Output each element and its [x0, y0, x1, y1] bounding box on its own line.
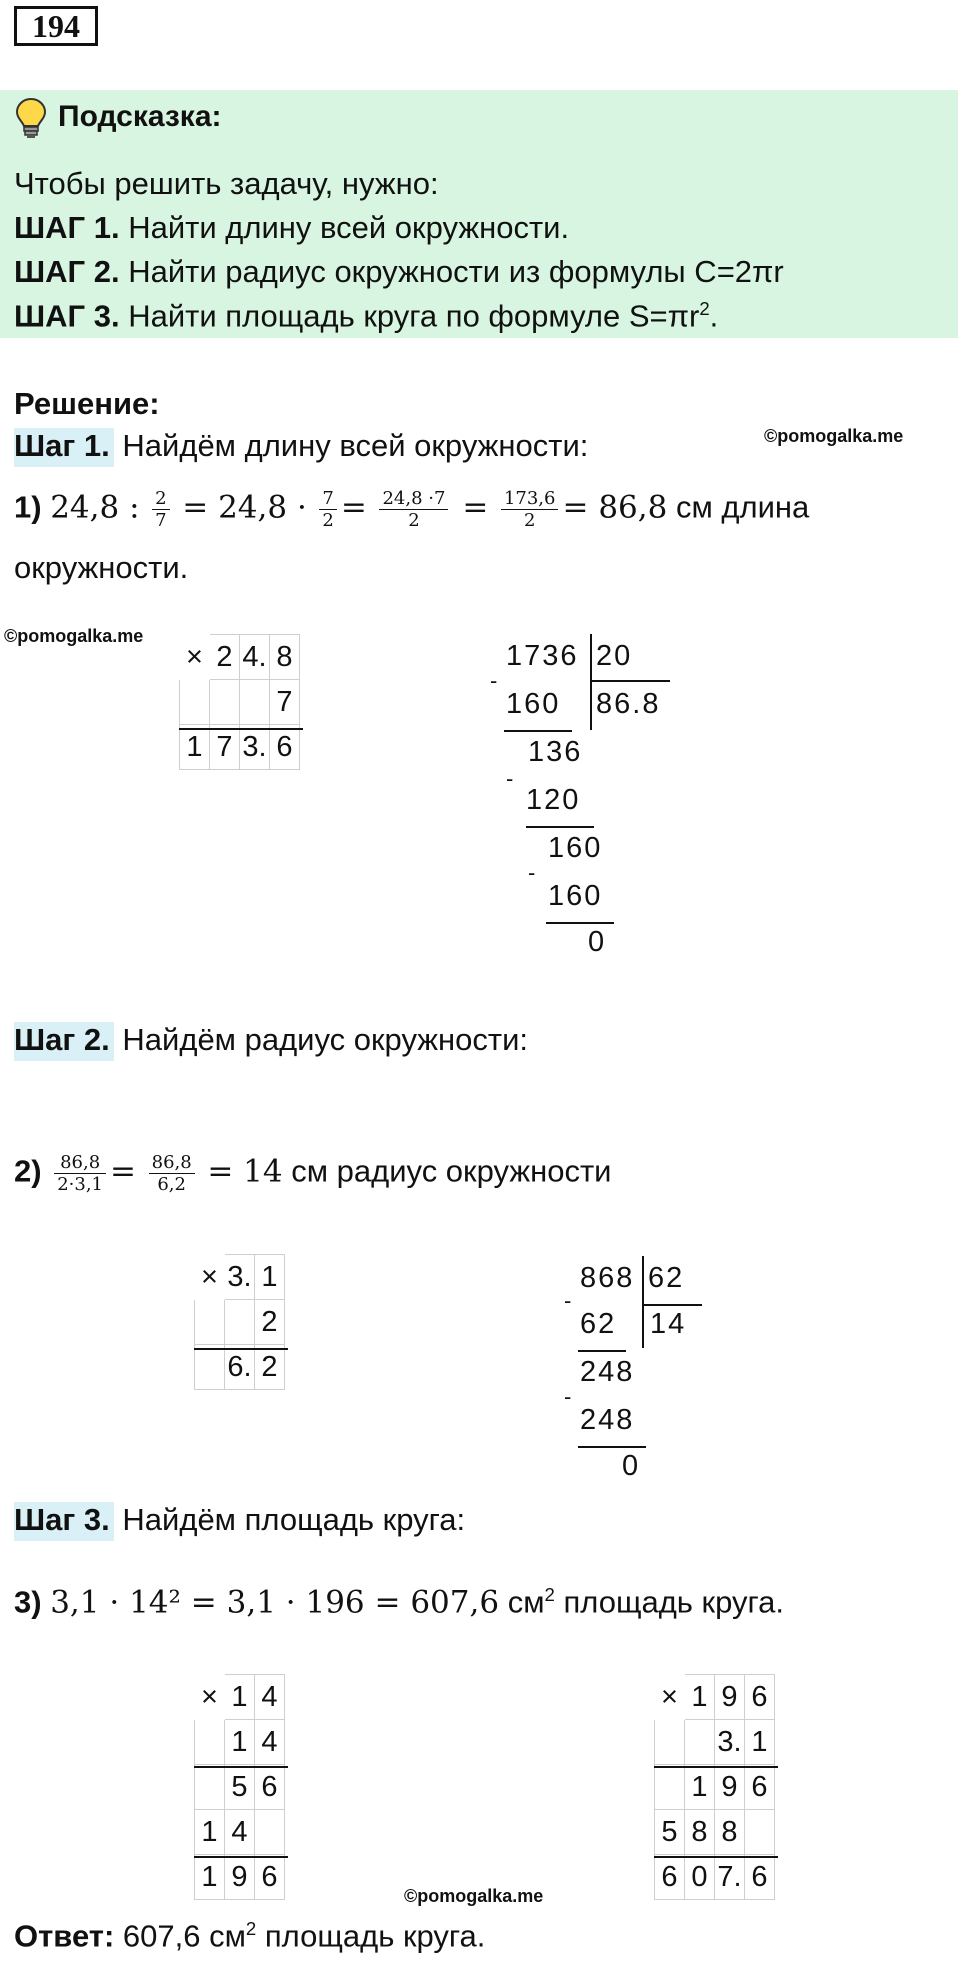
equation-number: 2)	[14, 1153, 42, 1189]
minus-sign: -	[564, 1288, 574, 1313]
hint-title: Подсказка:	[58, 100, 222, 133]
step-tail: см радиус окружности	[291, 1153, 612, 1189]
minus-sign: -	[506, 766, 516, 791]
multiplication-grid: × 1 9 6 3. 1 1 9 6 5 8 8 6 0 7. 6	[654, 1674, 775, 1900]
fraction: $\frac{24,8 \cdot 7}{2}$	[379, 488, 448, 531]
division-line-item: 0	[622, 1450, 641, 1482]
answer-label: Ответ:	[14, 1918, 115, 1954]
mult-sign: ×	[186, 640, 203, 673]
superscript: 2	[245, 1918, 257, 1939]
step1-equation: 1) 24,8 : $\frac{2}{7}$ = 24,8 · $\frac{7}{2}$ = $\frac{24,8 \cdot 7}{2}$ = $\frac{173,6}{2}$ = 86,8 см длина	[14, 488, 810, 531]
minus-sign: -	[564, 1384, 574, 1409]
division-line-item: 120	[526, 784, 581, 816]
superscript: 2	[699, 298, 710, 319]
quotient: 86.8	[596, 688, 661, 720]
result-line	[654, 1856, 778, 1858]
step-label: Шаг 3.	[14, 1502, 114, 1541]
hint-intro: Чтобы решить задачу, нужно:	[14, 166, 439, 201]
divisor: 20	[596, 640, 633, 672]
division-line	[642, 1304, 702, 1306]
step1-heading	[14, 428, 588, 464]
hint-step-label: ШАГ 1.	[14, 210, 120, 245]
expr-part: = 24,8 ·	[182, 489, 307, 526]
unit: см	[507, 1584, 545, 1620]
division-line-item: 160	[548, 832, 603, 864]
hint-step-text: Найти длину всей окружности.	[128, 210, 570, 245]
result-line	[179, 728, 303, 730]
hint-step-label: ШАГ 2.	[14, 254, 120, 289]
hint-step-2	[14, 254, 784, 290]
dividend: 1736	[506, 640, 579, 672]
quotient: 14	[650, 1308, 687, 1340]
multiplication-grid: × 2 4. 8 7 1 7 3. 6	[179, 634, 300, 770]
division-line-item: 248	[580, 1404, 635, 1436]
multiplication-grid: × 1 4 1 4 5 6 1 4 1 9 6	[194, 1674, 285, 1900]
step-label: Шаг 2.	[14, 1022, 114, 1061]
hint-step-text: Найти радиус окружности из формулы С=2πr	[128, 254, 784, 289]
divisor: 62	[648, 1262, 685, 1294]
hint-step-label: ШАГ 3.	[14, 298, 120, 334]
division-line-item: 0	[588, 926, 607, 958]
equation-number: 1)	[14, 489, 42, 525]
result-line	[194, 1348, 288, 1350]
mult-sign: ×	[661, 1680, 678, 1713]
superscript: 2	[544, 1584, 555, 1605]
step2-equation: 2) $\frac{86,8}{2\cdot 3,1}$ = $\frac{86,8}{6,2}$ = 14 см радиус окружности	[14, 1152, 612, 1195]
step3-equation	[14, 1584, 784, 1620]
result-line	[654, 1766, 778, 1768]
division-line-item: 160	[506, 688, 561, 720]
equation-number: 3)	[14, 1584, 42, 1620]
dividend: 868	[580, 1262, 635, 1294]
solution-title: Решение:	[14, 386, 160, 421]
minus-sign: -	[528, 860, 538, 885]
problem-number: 194	[14, 6, 98, 46]
unit-text: см длина	[675, 489, 810, 525]
hint-step-text: Найти площадь круга по формуле S=πr	[128, 298, 700, 334]
mult-sign: ×	[201, 1680, 218, 1713]
step-text: Найдём площадь круга:	[122, 1502, 466, 1537]
fraction: $\frac{86,8}{2\cdot 3,1}$	[54, 1152, 106, 1195]
fraction: $\frac{173,6}{2}$	[501, 488, 559, 531]
step1-equation-line2: окружности.	[14, 550, 189, 585]
result-value: = 14	[207, 1153, 283, 1190]
division-line-item: 62	[580, 1308, 617, 1340]
period: .	[709, 298, 719, 334]
hint-step-3	[14, 298, 718, 334]
division-bar	[590, 634, 592, 730]
result-line	[194, 1856, 288, 1858]
expression: 3,1 · 14² = 3,1 · 196 = 607,6	[50, 1584, 500, 1621]
step-text: Найдём длину всей окружности:	[122, 428, 589, 463]
step-text: Найдём радиус окружности:	[122, 1022, 529, 1057]
division-line-item: 136	[528, 736, 583, 768]
mult-sign: ×	[201, 1260, 218, 1293]
expr-part: 24,8 :	[50, 489, 140, 526]
division-line-item: 248	[580, 1356, 635, 1388]
step-label: Шаг 1.	[14, 428, 114, 467]
step-tail: площадь круга.	[563, 1584, 784, 1620]
watermark: ©pomogalka.me	[764, 426, 904, 446]
step2-heading	[14, 1022, 528, 1058]
fraction: $\frac{7}{2}$	[319, 488, 336, 531]
division-bar	[642, 1256, 644, 1348]
multiplication-grid: × 3. 1 2 6. 2	[194, 1254, 285, 1390]
fraction: $\frac{2}{7}$	[152, 488, 169, 531]
answer-value: 607,6 см	[122, 1918, 246, 1954]
minus-sign: -	[490, 668, 500, 693]
answer-tail: площадь круга.	[264, 1918, 486, 1954]
answer	[14, 1918, 485, 1954]
division-line-item: 160	[548, 880, 603, 912]
watermark: ©pomogalka.me	[4, 626, 144, 646]
division-line	[590, 680, 670, 682]
result-line	[194, 1766, 288, 1768]
watermark: ©pomogalka.me	[404, 1886, 544, 1906]
step3-heading	[14, 1502, 465, 1538]
fraction: $\frac{86,8}{6,2}$	[149, 1152, 195, 1195]
lightbulb-icon	[14, 96, 48, 140]
result-value: 86,8	[598, 489, 668, 526]
hint-step-1	[14, 210, 569, 246]
